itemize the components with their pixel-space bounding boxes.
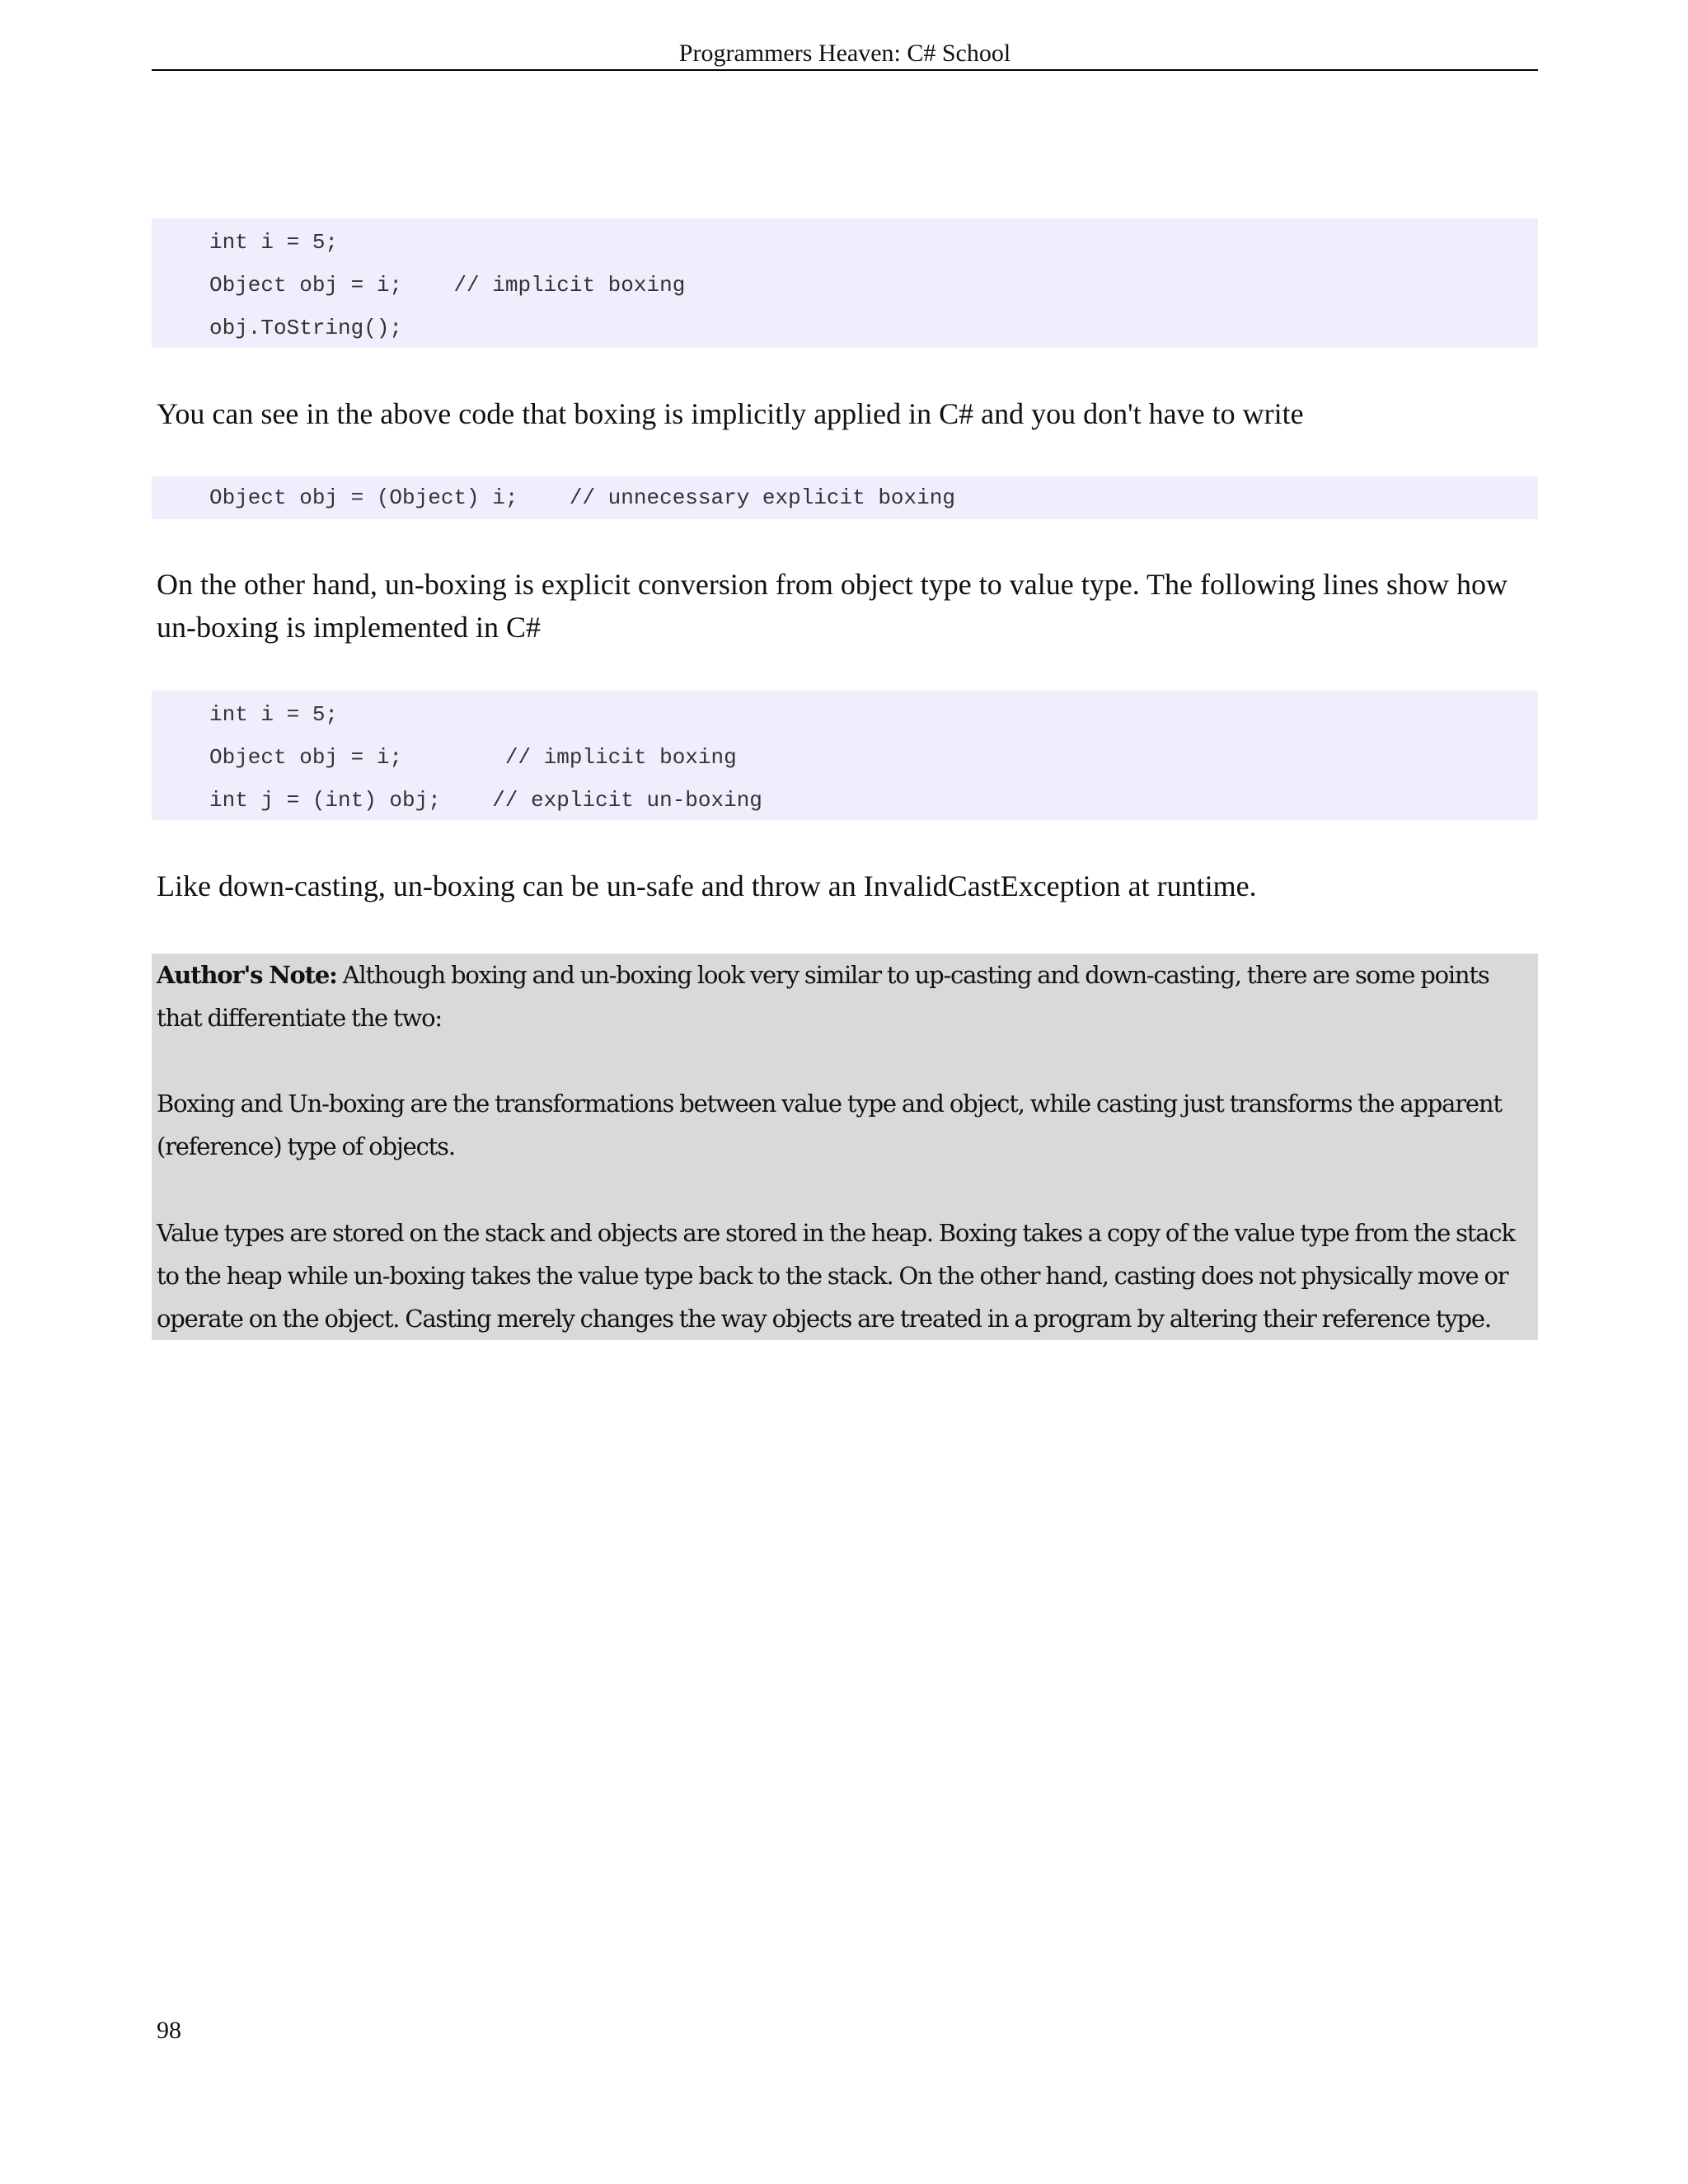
code-line: int i = 5;: [209, 702, 339, 727]
code-line: int i = 5;: [209, 230, 339, 255]
code-block-unboxing: [152, 691, 1538, 820]
running-header: Programmers Heaven: C# School: [152, 38, 1538, 71]
code-line: Object obj = i; // implicit boxing: [209, 745, 737, 770]
code-line: obj.ToString();: [209, 316, 403, 340]
code-line: Object obj = (Object) i; // unnecessary explicit boxing: [209, 485, 955, 510]
page-number: 98: [157, 2017, 181, 2044]
authors-note-label: Author's Note:: [157, 961, 337, 989]
paragraph-invalid-cast: Like down-casting, un-boxing can be un-safe and throw an InvalidCastException at runtime.: [157, 869, 1257, 902]
code-block-explicit-boxing: [152, 476, 1538, 519]
authors-note-point-2: Value types are stored on the stack and objects are stored in the heap. Boxing takes a copy of the value type from the stack to the heap while un-boxing takes the value type back to the stack. On the other hand, casting does not physically move or operate on the object. Casting merely changes the way objects are treated in a program by altering their reference type.: [157, 1219, 1515, 1333]
code-block-boxing: [152, 218, 1538, 348]
paragraph-implicit-boxing: You can see in the above code that boxing is implicitly applied in C# and you don't have to write: [157, 397, 1304, 430]
authors-note-point-1: Boxing and Un-boxing are the transformations between value type and object, while casting just transforms the apparent (reference) type of objects.: [157, 1090, 1502, 1160]
paragraph-unboxing: On the other hand, un-boxing is explicit conversion from object type to value type. The following lines show how un-boxing is implemented in C#: [157, 568, 1508, 644]
authors-note-intro-text: Although boxing and un-boxing look very similar to up-casting and down-casting, there are some points that differentiate the two:: [157, 961, 1489, 1032]
authors-note-intro: [157, 954, 1533, 1039]
code-line: Object obj = i; // implicit boxing: [209, 273, 686, 298]
authors-note-box: [152, 954, 1538, 1340]
code-line: int j = (int) obj; // explicit un-boxing: [209, 788, 762, 813]
